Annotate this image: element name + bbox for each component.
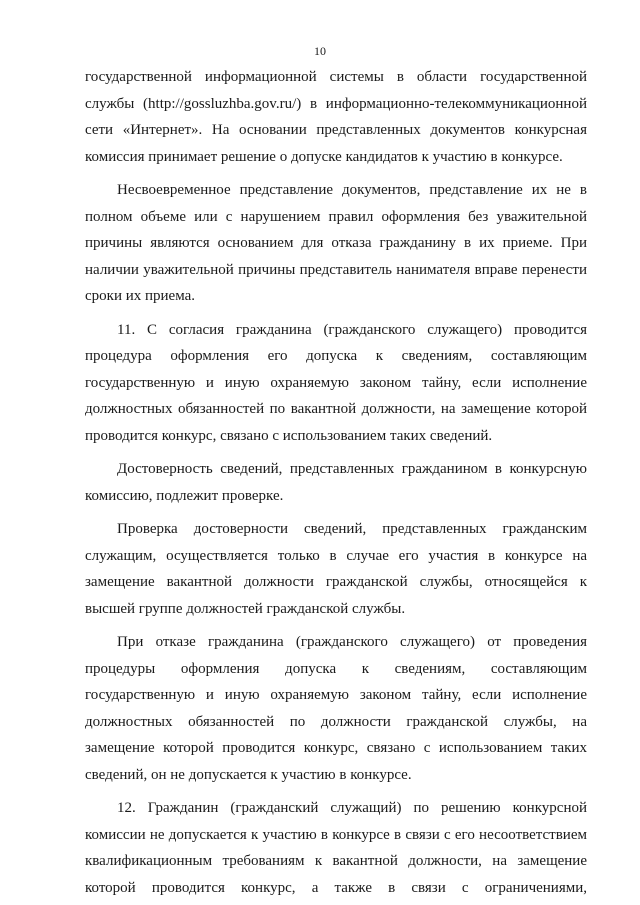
paragraph-refusal: При отказе гражданина (гражданского служащего) от проведения процедуры оформления допуска к сведениям, составляющим государственную и иную охраняемую законом тайну, если исполнение должностных обязанностей по должности гражданской службы, на замещение которой проводится конкурс, связано с использованием таких сведений, он не допускается к участию в конкурсе. bbox=[85, 634, 587, 783]
paragraph-late-submission: Несвоевременное представление документов, представление их не в полном объеме или с нарушением правил оформления без уважительной причины являются основанием для отказа гражданину в их приеме. При наличии уважительной причины представитель нанимателя вправе перенести сроки их приема. bbox=[85, 182, 587, 304]
page-number: 10 bbox=[314, 44, 326, 58]
paragraph-item-12: 12. Гражданин (гражданский служащий) по решению конкурсной комиссии не допускается к участию в конкурсе в связи с его несоответствием квалификационным требованиям к вакантной должности, на замещение которой проводится конкурс, а также в связи с ограничениями, bbox=[85, 800, 587, 896]
paragraph-item-11: 11. С согласия гражданина (гражданского служащего) проводится процедура оформления его допуска к сведениям, составляющим государственную и иную охраняемую законом тайну, если исполнение должностных обязанностей по вакантной должности, на замещение которой проводится конкурс, связано с использованием таких сведений. bbox=[85, 321, 587, 444]
paragraph-verification: Достоверность сведений, представленных гражданином в конкурсную комиссию, подлежит проверке. bbox=[85, 461, 587, 504]
document-body bbox=[85, 64, 587, 901]
paragraph-continuation: государственной информационной системы в области государственной службы (http://gossluzhba.gov.ru/) в информационно-телекоммуникационной сети «Интернет». На основании представленных документов конкурсная комиссия принимает решение о допуске кандидатов к участию в конкурсе. bbox=[85, 69, 587, 165]
paragraph-verification-scope: Проверка достоверности сведений, представленных гражданским служащим, осуществляется только в случае его участия в конкурсе на замещение вакантной должности гражданской службы, относящейся к высшей группе должностей гражданской службы. bbox=[85, 521, 587, 617]
